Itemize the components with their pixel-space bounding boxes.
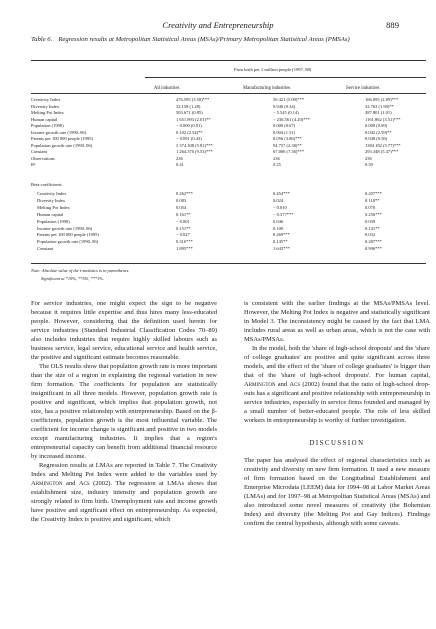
table-cell: 287.801 (1.01) [365,110,392,115]
table-cell: 94.757 (2.38)** [273,142,302,148]
table-cell: 0.161** [176,211,191,217]
table-row [31,156,426,162]
table-row [31,97,426,103]
table-cell: 0.070 [365,204,376,210]
table-row [31,205,426,211]
right-p2-and: and [275,381,290,388]
super-header-rule [145,77,426,78]
page-number: 889 [386,20,399,30]
table-cell: − 5.545 (0.14) [273,110,299,115]
row-label: R² [31,162,36,167]
table-cell: 0.145** [273,239,288,245]
table-cell: 0.048 (0.56) [365,136,388,141]
table-cell: 0.41 [176,162,184,167]
table-row [31,104,426,110]
table-cell: 0.042 (2.59)** [365,129,392,135]
row-label: Diversity Index [37,197,66,203]
row-label: Melting Pot Index [31,110,64,115]
table-top-rule [31,60,426,61]
col-header-manufacturing: Manufacturing industries [243,86,291,91]
table-cell: 1161.862 (3.51)*** [365,116,401,122]
table-row [31,162,426,168]
table-cell: 0.046 [273,218,284,224]
row-label: Income growth rate (1990–96) [37,225,93,231]
row-label: Population growth rate (1990–96) [31,142,93,148]
table-cell: 0.056 (3.86)*** [273,136,302,141]
table-bottom-rule [31,263,426,264]
table-row [31,149,426,155]
section-heading-discussion: DISCUSSION [309,440,365,447]
row-label: Population growth rate (1990–96) [37,239,99,245]
table-caption-text: Regression results at Metropolitan Statistical Areas (MSAs)/Primary Metropolitan Statistical Areas (PMSAs) [58,36,350,43]
table-cell: 0.039 [365,218,376,224]
table-row [31,226,426,232]
table-cell: 0.454*** [273,191,290,196]
table-row [31,136,426,142]
row-label: Human capital [31,116,58,122]
running-title: Creativity and Entrepreneurship [162,20,274,30]
table-cell: − 0.091 (0.43) [176,136,202,141]
table-row [31,123,426,129]
left-p3-start: Regression results at LMAs are reported in Table 7. The Creativity Index and Melting Pot Index were added to the variables used by [31,462,217,478]
left-paragraph-1: For service industries, one might expect the sign to be negative because it requires little expertise and thus hires many less-educated people. However, considering that the definition used herein for service industries (Standard Industrial Classification Codes 70–89) also includes industries that require highly skilled labours such as business service, legal service, educational service and health service, the positive and significant estimate becomes reasonable. [31,300,217,361]
table-row [31,239,426,245]
table-cell: 0.032 [365,232,376,238]
row-label: Diversity Index [31,103,60,109]
table-cell: 0.100 [273,225,284,231]
row-label: Melting Pot Index [37,204,70,210]
table-super-header: Firm birth per 1 million people (1997–98) [234,67,312,72]
table-cell: 236 [273,155,280,161]
row-label: Population (1990) [37,218,70,224]
row-label: Patents per 100 000 people (1995) [31,136,93,141]
table-row [31,198,426,204]
table-cell: 0.054 [176,204,187,210]
col-header-service: Service industries [346,86,380,91]
table-cell: 1 651.893 (2.01)** [176,116,211,122]
left-p3-and: and [62,480,79,487]
table-cell: 0.940 (0.34) [273,103,296,109]
table-note: Note: Absolute value of the t-statistics is in parentheses. [31,268,130,273]
table-cell: 0.316*** [176,239,193,245]
table-row [31,143,426,149]
table-cell: 476.595 (3.50)*** [176,97,210,102]
table-cell: 293.348 (5.47)*** [365,149,399,154]
table-cell: 0.262*** [176,191,193,196]
table-cell: 1384.182 (5.77)*** [365,142,401,148]
author-acs: Acs [289,381,301,388]
table-cell: − 236.561 (4.20)*** [273,116,311,122]
row-label: Creativity Index [37,191,67,196]
left-paragraph-3 [31,461,217,524]
table-cell: 0.004 (1.51) [273,129,296,135]
table-cell: 0.256*** [365,211,382,217]
row-label: Income growth rate (1990–96) [31,129,87,135]
row-label: Constant [31,149,48,154]
table-cell: 32.763 (1.99)** [365,103,394,109]
row-label: Observations [31,155,55,161]
table-cell: − 0.027 [176,232,190,238]
table-row [31,191,426,197]
table-cell: 0.287*** [365,239,382,245]
row-label: Creativity Index [31,97,61,102]
table-cell: 1.895*** [176,246,193,252]
table-cell: 236 [365,155,372,161]
table-cell: − 0.000 (0.01) [176,123,202,128]
author-acs: Acs [78,480,90,487]
table-cell: 3 374.308 (5.81)*** [176,142,213,148]
right-paragraph-3: The paper has analysed the effect of regional characteristics such as creativity and diversity on new firm formation. It used a new measure of firm formation based on the Longitudinal Establishment and Enterprise Microdata (LEEM) data for 1994–98 at Labor Market Areas (LMAs) and for 1997–98 at Metropolitan Statistical Areas (MSAs) and also introduced some novel measures of creativity (the Bohemian Index) and diversity (the Melting Pot and Gay Indices). Findings confirm the central hypothesis, although with some caveats. [244,457,430,527]
right-paragraph-2 [244,344,430,425]
table-cell: 0.151** [176,225,191,231]
table-row [31,212,426,218]
table-row [31,117,426,123]
table-cell: 0.118** [365,197,380,203]
right-p2-start: In the model, both the 'share of high-school dropouts' and the 'share of college graduates' are positive and quite significant across three models, and the effect of the 'share of college graduates' is bigger than that of the 'share of high-school dropouts'. For human capital, [244,345,430,379]
table-cell: 236 [176,155,183,161]
table-row [31,246,426,252]
right-paragraph-1: is consistent with the earlier findings at the MSAs/PMSAs level. However, the Melting Pot Index is negative and statistically significant in Model 3. The inconsistency might be caused by the fact that LMA includes rural areas as well as urban areas, which is not the case with MSAs/PMSAs. [244,300,430,343]
table-row [31,110,426,116]
beta-header-row [31,182,426,188]
right-column [244,299,430,528]
row-label: Patents per 100 000 people (1995) [37,232,99,238]
table-cell: 0.000 (0.69) [365,123,388,128]
left-p3-end: (2002). The regression at LMAs shows that establishment size, industry intensity and population growth are strongly related to firm birth. Unemployment rate and income growth have positive and significant effect on entrepreneurship. As expected, the Creativity Index is positive and significant, which [31,480,217,523]
table-cell: 0.024 [273,197,284,203]
table-cell: 0.207*** [365,191,382,196]
table-cell: 0.141** [365,225,380,231]
left-paragraph-2: The OLS results show that population growth rate is more important than the size of a region in explaining the regional variation in new firm formation. The coefficients for population are statistically insignificant in all three models. However, population growth rate is positive and significant, which implies that population growth, not size, has a positive relationship with entrepreneurship. Based on the β-coefficients, population growth is the most influential variable. The coefficient for income change is significant and positive in two models except manufacturing industries. It implies that a region's entrepreneurial capacity can benefit from additional financial resource by increased income. [31,363,217,460]
table-row [31,219,426,225]
table-cell: 0.269*** [273,232,290,238]
table-cell: 67.006 (7.36)*** [273,149,305,154]
right-p2-end: (2002) found that the ratio of high-school drop-outs has a significant and positive relationship with entrepreneurship in service industries, especially in service firms founded and managed by a small number of better-educated people. The role of less skilled workers in entrepreneurship is worthy of further investigation. [244,381,430,424]
left-column [31,299,217,524]
col-header-all: All industries [154,86,180,91]
table-cell: 32.158 (1.28) [176,103,201,109]
table-caption [31,36,421,43]
table-cell: 503.671 (0.85) [176,110,203,115]
table-row [31,130,426,136]
table-cell: − 0.001 [176,218,190,224]
table-cell: 0.996*** [365,246,382,252]
table-cell: 0.083 [176,197,187,203]
table-cell: 50.421 (5.09)*** [273,97,305,102]
author-armington: Armington [31,480,63,487]
row-label: Population (1990) [31,123,64,128]
table-significance-note: Significant at *10%, **5%, ***1%. [41,276,105,281]
table-cell: 0.102 (2.54)** [176,129,203,135]
table-cell: − 0.010 [273,204,287,210]
table-cell: 0.000 (0.67) [273,123,296,128]
table-cell: 1.643*** [273,246,290,252]
row-label: Human capital [37,211,64,217]
table-cell: 0.25 [273,162,281,167]
table-row [31,232,426,238]
table-cell: − 0.377*** [273,211,294,217]
table-label: Table 6. [31,36,53,43]
table-cell: 166.095 (2.89)*** [365,97,399,102]
beta-header: Beta-coefficients [31,182,62,187]
author-armington: Armington [244,381,276,388]
table-cell: 0.50 [365,162,373,167]
row-label: Constant [37,246,54,252]
table-cell: 1 264.370 (9.53)*** [176,149,213,154]
header-rule [31,93,426,94]
